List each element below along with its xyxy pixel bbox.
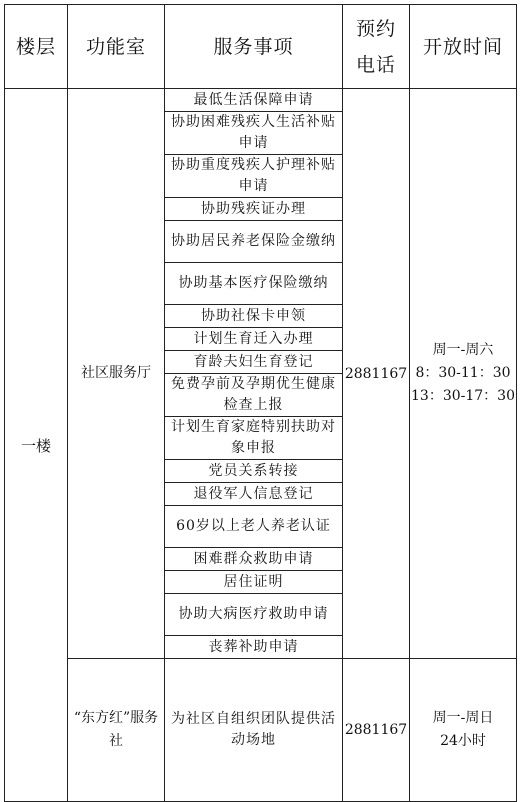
floor-cell: 一楼 [5, 89, 68, 802]
service-item: 居住证明 [165, 571, 343, 594]
header-floor: 楼层 [5, 5, 68, 89]
header-services: 服务事项 [165, 5, 343, 89]
club-phone-cell: 2881167 [343, 659, 410, 802]
header-room: 功能室 [68, 5, 165, 89]
club-service-cell: 为社区自组织团队提供活动场地 [165, 659, 343, 802]
hall-hours-afternoon: 13：30-17：30 [411, 388, 515, 404]
header-phone [343, 5, 410, 89]
header-phone-line1: 预约 [355, 17, 396, 40]
club-hours-cell [410, 659, 517, 802]
service-item: 最低生活保障申请 [165, 89, 343, 112]
service-item: 协助大病医疗救助申请 [165, 594, 343, 636]
service-item: 协助基本医疗保险缴纳 [165, 263, 343, 305]
table-row [5, 659, 517, 802]
header-row [5, 5, 517, 89]
service-item: 协助困难残疾人生活补贴申请 [165, 112, 343, 155]
hall-hours-cell [410, 89, 517, 659]
service-item: 协助居民养老保险金缴纳 [165, 221, 343, 263]
service-item: 退役军人信息登记 [165, 483, 343, 506]
service-item: 协助重度残疾人护理补贴申请 [165, 155, 343, 198]
club-hours-days: 周一-周日 [432, 710, 494, 726]
service-item: 丧葬补助申请 [165, 636, 343, 659]
club-room-cell: “东方红”服务社 [68, 659, 165, 802]
service-item: 计划生育家庭特别扶助对象申报 [165, 417, 343, 460]
service-item: 育龄夫妇生育登记 [165, 351, 343, 374]
hall-room-cell: 社区服务厅 [68, 89, 165, 659]
header-phone-line2: 电话 [355, 53, 396, 76]
service-item: 60岁以上老人养老认证 [165, 506, 343, 548]
header-hours: 开放时间 [410, 5, 517, 89]
service-item: 困难群众救助申请 [165, 548, 343, 571]
service-item: 协助社保卡申领 [165, 305, 343, 328]
service-item: 计划生育迁入办理 [165, 328, 343, 351]
hall-phone-cell: 2881167 [343, 89, 410, 659]
table-row [5, 89, 517, 112]
service-item: 协助残疾证办理 [165, 198, 343, 221]
service-item: 党员关系转接 [165, 460, 343, 483]
hall-hours-morning: 8：30-11：30 [415, 365, 511, 381]
hall-hours-days: 周一-周六 [432, 342, 494, 358]
service-table [4, 4, 517, 802]
service-item: 免费孕前及孕期优生健康检查上报 [165, 374, 343, 417]
club-hours-time: 24小时 [440, 733, 486, 749]
